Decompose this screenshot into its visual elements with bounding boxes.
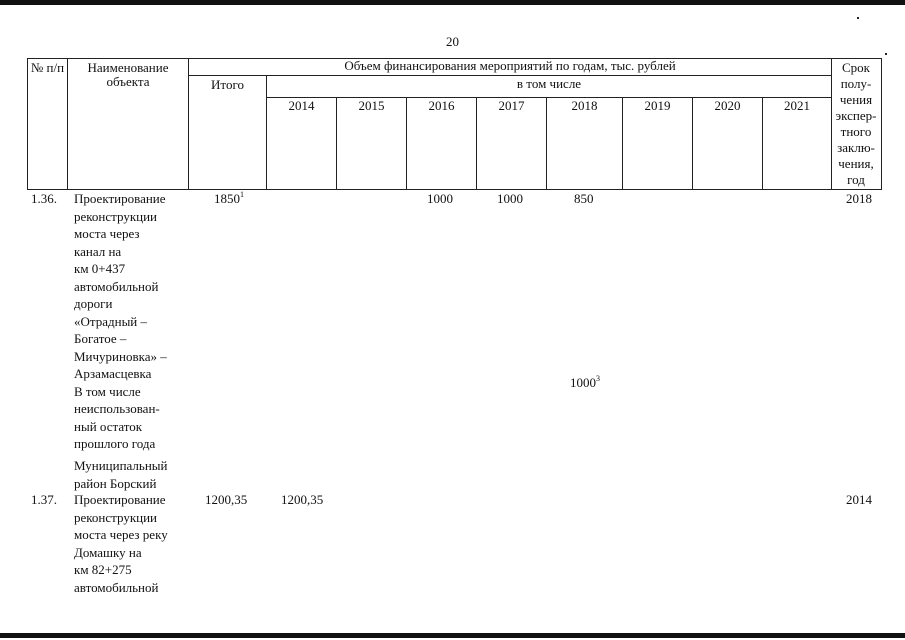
grid-line bbox=[188, 75, 831, 76]
row-number: 1.37. bbox=[31, 492, 57, 507]
row-value-2017: 1000 bbox=[497, 191, 523, 206]
grid-line bbox=[266, 97, 831, 98]
row-total: 1850$^1$ bbox=[214, 189, 244, 206]
header-year-2015: 2015 bbox=[358, 98, 385, 113]
grid-line bbox=[67, 58, 68, 189]
header-col-number: № п/п bbox=[30, 60, 65, 75]
header-col-total: Итого bbox=[211, 77, 244, 92]
row-value-2018-unused-balance: 1000$^3$ bbox=[570, 373, 600, 390]
header-col-including: в том числе bbox=[516, 76, 582, 91]
bottom-border-bar bbox=[0, 633, 905, 638]
header-year-2021: 2021 bbox=[784, 98, 810, 113]
header-year-2019: 2019 bbox=[644, 98, 671, 113]
row-name: Проектирование реконструкции моста через канал на км 0+437 автомобильной дороги «Отрадный – Богатое – Мичуриновка» – Арзамасцевка В том числе неиспользован- ный остаток прошлого года bbox=[74, 191, 167, 451]
header-col-funding: Объем финансирования мероприятий по годам, тыс. рублей bbox=[344, 58, 676, 73]
grid-line bbox=[266, 75, 267, 189]
header-col-name: Наименование объекта bbox=[87, 60, 169, 89]
header-col-deadline: Срок полу- чения экспер- тного заклю- чения, год bbox=[835, 60, 877, 187]
row-deadline: 2014 bbox=[846, 492, 872, 507]
page-number: 20 bbox=[446, 34, 459, 49]
header-year-2016: 2016 bbox=[428, 98, 455, 113]
row-value-2014: 1200,35 bbox=[281, 492, 324, 507]
row-name: Проектирование реконструкции моста через реку Домашку на км 82+275 автомобильной bbox=[74, 492, 168, 595]
header-year-2020: 2020 bbox=[714, 98, 741, 113]
section-heading-municipal-district: Муниципальный район Борский bbox=[74, 458, 168, 491]
header-year-2014: 2014 bbox=[288, 98, 315, 113]
header-year-2018: 2018 bbox=[571, 98, 598, 113]
scan-speck bbox=[885, 53, 887, 55]
scan-speck bbox=[857, 17, 859, 19]
top-border-bar bbox=[0, 0, 905, 5]
row-value-2018: 850 bbox=[574, 191, 594, 206]
row-value-2016: 1000 bbox=[427, 191, 453, 206]
row-total: 1200,35 bbox=[205, 492, 248, 507]
row-deadline: 2018 bbox=[846, 191, 872, 206]
header-year-2017: 2017 bbox=[498, 98, 525, 113]
row-number: 1.36. bbox=[31, 191, 57, 206]
